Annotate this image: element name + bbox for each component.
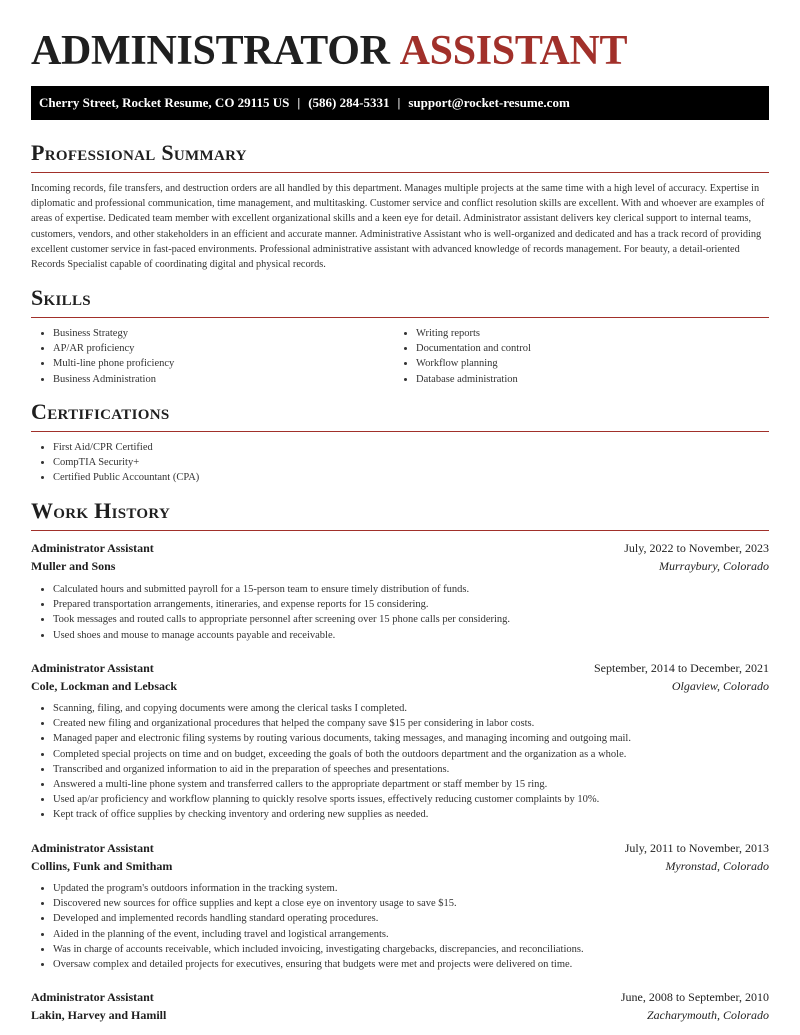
skill-item: • Business Strategy (53, 326, 383, 341)
job-bullet: • Updated the program's outdoors information in the tracking system. (53, 881, 793, 896)
job-location: Myronstad, Colorado (665, 859, 769, 873)
job-location: Zacharymouth, Colorado (646, 1008, 769, 1022)
job-company: Lakin, Harvey and Hamill (31, 1008, 167, 1022)
section-divider (31, 172, 769, 173)
job-company: Muller and Sons (31, 559, 116, 573)
summary-heading: Professional Summary (31, 140, 247, 165)
skill-item: • Multi-line phone proficiency (53, 356, 383, 371)
work-history-heading: Work History (31, 498, 171, 523)
section-divider (31, 317, 769, 318)
job-bullet: • Transcribed and organized information to aid in the preparation of speeches and presentations. (53, 762, 793, 777)
job-bullet: • Developed and implemented records handling standard operating procedures. (53, 911, 793, 926)
candidate-name (31, 26, 771, 76)
skill-item: • Database administration (416, 372, 776, 387)
summary-text: Incoming records, file transfers, and destruction orders are all handled by this department. Manages multiple projects at the same time with a high level of accuracy. Expertise in diplomatic and professional communication, time management, and multitasking. Customer service and conflict resolution skills are excellent. With and whoever are examples of areas of expertise. Dedicated team member with excellent organizational skills and a keen eye for detail. Administrator assistant delivers key clerical support to internal teams, customers, vendors, and other stakeholders in an efficient and accurate manner. Administrative Assistant who is well-organized and dedicated and has a track record of providing excellent customer service in fast-paced environments. Professional administrative assistant with advanced knowledge of records management. For beauty, a detail-oriented Records Specialist capable of coordinating digital and physical records. (31, 183, 765, 271)
contact-phone: (586) 284-5331 (308, 95, 390, 110)
skill-item: • Business Administration (53, 372, 383, 387)
job-dates: July, 2022 to November, 2023 (624, 541, 769, 555)
job-bullet: • Took messages and routed calls to appropriate personnel after screening over 15 phone calls per considering. (53, 612, 793, 627)
skill-item: • Documentation and control (416, 341, 776, 356)
job-bullet: • Used shoes and mouse to manage accounts payable and receivable. (53, 628, 793, 643)
job-bullet: • Aided in the planning of the event, including travel and logistical arrangements. (53, 927, 793, 942)
job-bullet: • Used ap/ar proficiency and workflow planning to quickly resolve sports issues, effectively reducing customer complaints by 10%. (53, 792, 793, 807)
job-bullet: • Answered a multi-line phone system and transferred callers to the appropriate department or staff member by 15 ring. (53, 777, 793, 792)
job-bullet: • Discovered new sources for office supplies and kept a close eye on inventory usage to save $15. (53, 896, 793, 911)
job-bullet: • Prepared transportation arrangements, itineraries, and expense reports for 15 considering. (53, 597, 793, 612)
job-company: Cole, Lockman and Lebsack (31, 679, 178, 693)
skills-list-right (394, 326, 776, 387)
certification-item: • Certified Public Accountant (CPA) (53, 470, 753, 485)
section-divider (31, 431, 769, 432)
job-dates: June, 2008 to September, 2010 (620, 990, 769, 1004)
job-bullet: • Kept track of office supplies by checking inventory and ordering new supplies as needed. (53, 807, 793, 822)
skills-heading: Skills (31, 285, 91, 310)
job-bullet: • Created new filing and organizational procedures that helped the company save $15 per considering in labor costs. (53, 716, 793, 731)
job-location: Olgaview, Colorado (671, 679, 769, 693)
job-company: Collins, Funk and Smitham (31, 859, 173, 873)
name-first-part: ADMINISTRATOR (31, 28, 390, 74)
contact-email: support@rocket-resume.com (408, 95, 570, 110)
certifications-heading: Certifications (31, 399, 170, 424)
job-dates: July, 2011 to November, 2013 (624, 841, 769, 855)
job-bullets (31, 701, 793, 823)
section-divider (31, 530, 769, 531)
job-bullet: • Completed special projects on time and on budget, exceeding the goals of both the outdoors department and the organization as a whole. (53, 747, 793, 762)
contact-address: Cherry Street, Rocket Resume, CO 29115 US (39, 95, 290, 110)
job-title: Administrator Assistant (31, 990, 154, 1004)
job-bullets (31, 881, 793, 972)
job-title: Administrator Assistant (31, 841, 154, 855)
job-bullet: • Calculated hours and submitted payroll for a 15-person team to ensure timely distribution of funds. (53, 582, 793, 597)
skills-list-left (31, 326, 383, 387)
job-dates: September, 2014 to December, 2021 (594, 661, 769, 675)
job-location: Murraybury, Colorado (658, 559, 769, 573)
skill-item: • Writing reports (416, 326, 776, 341)
certifications-list (31, 440, 753, 486)
skill-item: • AP/AR proficiency (53, 341, 383, 356)
certification-item: • CompTIA Security+ (53, 455, 753, 470)
certification-item: • First Aid/CPR Certified (53, 440, 753, 455)
job-bullets (31, 582, 793, 643)
name-last-part: ASSISTANT (399, 28, 628, 74)
job-bullet: • Scanning, filing, and copying documents were among the clerical tasks I completed. (53, 701, 793, 716)
contact-bar (31, 86, 769, 120)
job-bullet: • Oversaw complex and detailed projects for executives, ensuring that budgets were met and projects were delivered on time. (53, 957, 793, 972)
job-bullet: • Was in charge of accounts receivable, which included invoicing, investigating chargebacks, discrepancies, and reconciliations. (53, 942, 793, 957)
contact-separator: | (297, 95, 301, 110)
job-bullet: • Managed paper and electronic filing systems by routing various documents, taking messages, and managing incoming and outgoing mail. (53, 731, 793, 746)
contact-separator: | (397, 95, 401, 110)
skill-item: • Workflow planning (416, 356, 776, 371)
resume-header (31, 26, 771, 76)
job-title: Administrator Assistant (31, 661, 154, 675)
job-title: Administrator Assistant (31, 541, 154, 555)
